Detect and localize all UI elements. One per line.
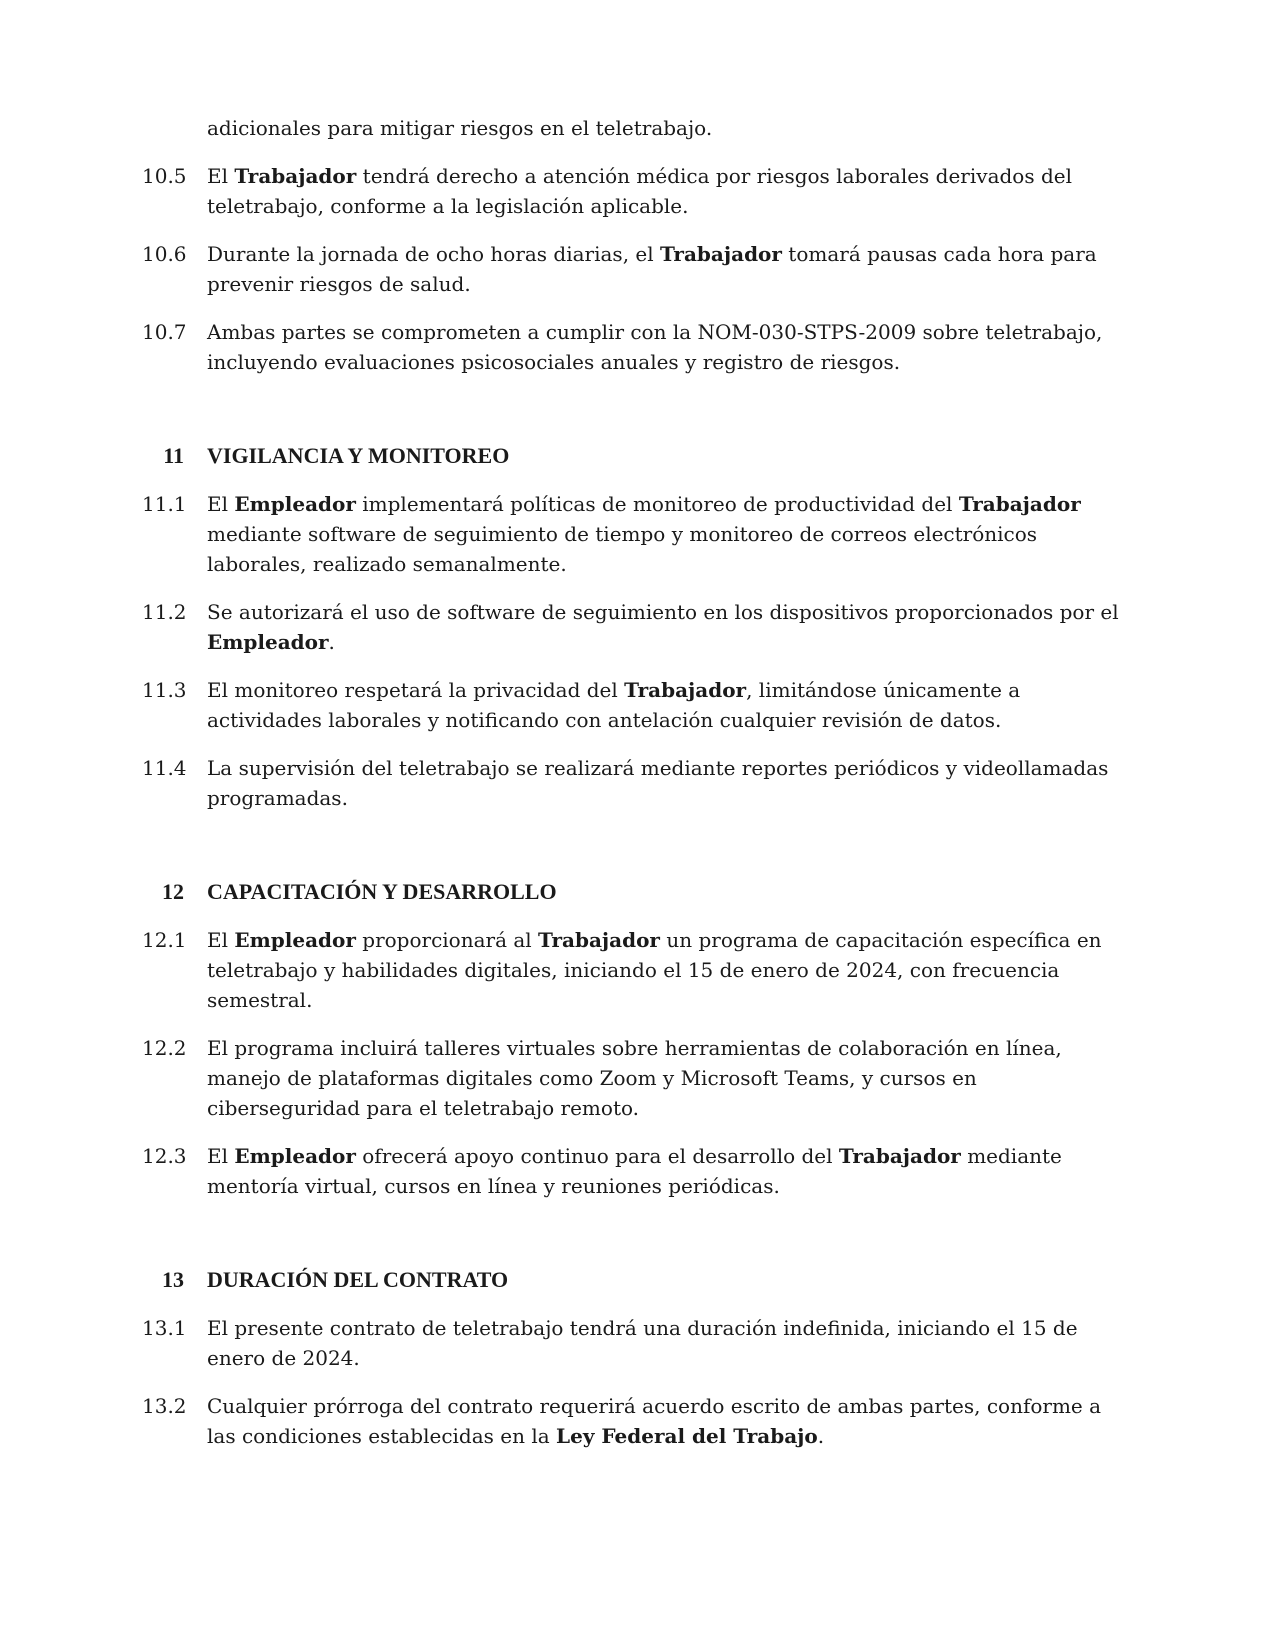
clause	[142, 113, 1125, 143]
text-run: El monitoreo respetará la privacidad del	[207, 678, 625, 702]
clause-number: 12.2	[142, 1036, 187, 1060]
section-heading	[142, 1265, 1125, 1295]
clause-text	[207, 242, 1097, 296]
text-run: tendrá derecho a atención médica por riesgos laborales derivados del teletrabajo, conforme a la legislación aplicable.	[207, 164, 1072, 218]
text-run: Ambas partes se comprometen a cumplir con la NOM-030-STPS-2009 sobre teletrabajo, incluyendo evaluaciones psicosociales anuales y registro de riesgos.	[207, 320, 1103, 374]
clause	[142, 1141, 1125, 1201]
clause	[142, 1313, 1125, 1373]
defined-term: Empleador	[234, 1144, 356, 1168]
clause-number: 11.3	[142, 678, 187, 702]
clause-text	[207, 164, 1072, 218]
text-run: ofrecerá apoyo continuo para el desarrollo del	[355, 1144, 839, 1168]
defined-term: Trabajador	[660, 242, 782, 266]
clause	[142, 317, 1125, 377]
defined-term: Empleador	[234, 928, 356, 952]
text-run: Cualquier prórroga del contrato requerirá acuerdo escrito de ambas partes, conforme a las condiciones establecidas en la	[207, 1394, 1102, 1448]
text-run: El presente contrato de teletrabajo tendrá una duración indefinida, iniciando el 15 de enero de 2024.	[207, 1316, 1078, 1370]
clause-number: 11.2	[142, 600, 187, 624]
clause-text	[207, 756, 1108, 810]
defined-term: Trabajador	[538, 928, 660, 952]
text-run: El programa incluirá talleres virtuales sobre herramientas de colaboración en línea, manejo de plataformas digitales como Zoom y Microsoft Teams, y cursos en ciberseguridad para el teletrabajo remoto.	[207, 1036, 1062, 1120]
clause	[142, 489, 1125, 579]
clause-number: 11.4	[142, 756, 187, 780]
clause	[142, 925, 1125, 1015]
clause-text	[207, 116, 712, 140]
clause-text	[207, 600, 1119, 654]
section-heading	[142, 877, 1125, 907]
section-heading	[142, 441, 1125, 471]
section-title: CAPACITACIÓN Y DESARROLLO	[207, 879, 557, 904]
text-run: .	[328, 630, 335, 654]
clause-number: 13.2	[142, 1394, 187, 1418]
clause	[142, 753, 1125, 813]
text-run: El	[207, 492, 235, 516]
text-run: Durante la jornada de ocho horas diarias, el	[207, 242, 660, 266]
clause-text	[207, 1394, 1101, 1448]
defined-term: Empleador	[234, 492, 356, 516]
section-number: 12	[162, 879, 184, 904]
clause-number: 12.3	[142, 1144, 187, 1168]
section-number: 11	[163, 443, 184, 468]
clause	[142, 161, 1125, 221]
text-run: Se autorizará el uso de software de seguimiento en los dispositivos proporcionados por el	[207, 600, 1119, 624]
clause-text	[207, 928, 1102, 1012]
clause-number: 10.7	[142, 320, 187, 344]
text-run: un programa de capacitación específica en teletrabajo y habilidades digitales, iniciando el 15 de enero de 2024, con frecuencia semestral.	[207, 928, 1102, 1012]
defined-term: Trabajador	[234, 164, 357, 188]
clause-text	[207, 1036, 1062, 1120]
text-run: .	[817, 1424, 825, 1448]
clause-number: 12.1	[142, 928, 187, 952]
defined-term: Trabajador	[838, 1144, 961, 1168]
text-run: adicionales para mitigar riesgos en el teletrabajo.	[207, 116, 713, 140]
clause-number: 13.1	[142, 1316, 187, 1340]
text-run: El	[207, 1144, 235, 1168]
clause-number: 10.5	[142, 164, 187, 188]
text-run: El	[207, 164, 235, 188]
text-run: mediante mentoría virtual, cursos en línea y reuniones periódicas.	[207, 1144, 1062, 1198]
text-run: implementará políticas de monitoreo de productividad del	[355, 492, 959, 516]
clause-text	[207, 1316, 1078, 1370]
section-number: 13	[162, 1267, 184, 1292]
defined-term: Trabajador	[958, 492, 1081, 516]
text-run: mediante software de seguimiento de tiempo y monitoreo de correos electrónicos laborales, realizado semanalmente.	[207, 522, 1038, 576]
clause	[142, 1391, 1125, 1451]
clause	[142, 675, 1125, 735]
text-run: , limitándose únicamente a actividades laborales y notificando con antelación cualquier revisión de datos.	[207, 678, 1021, 732]
clause-number: 11.1	[142, 492, 187, 516]
defined-term: Trabajador	[624, 678, 747, 702]
text-run: tomará pausas cada hora para prevenir riesgos de salud.	[207, 242, 1097, 296]
defined-term: Ley Federal del Trabajo	[556, 1424, 818, 1448]
clause-text	[207, 678, 1020, 732]
section-title: VIGILANCIA Y MONITOREO	[207, 443, 510, 468]
clause	[142, 239, 1125, 299]
text-run: El	[207, 928, 235, 952]
text-run: proporcionará al	[355, 928, 539, 952]
defined-term: Empleador	[207, 630, 329, 654]
clause-text	[207, 1144, 1062, 1198]
clause-text	[207, 492, 1081, 576]
clause-text	[207, 320, 1102, 374]
clause	[142, 1033, 1125, 1123]
text-run: La supervisión del teletrabajo se realizará mediante reportes periódicos y videollamadas programadas.	[207, 756, 1109, 810]
clause-number: 10.6	[142, 242, 187, 266]
section-title: DURACIÓN DEL CONTRATO	[207, 1267, 509, 1292]
clause	[142, 597, 1125, 657]
